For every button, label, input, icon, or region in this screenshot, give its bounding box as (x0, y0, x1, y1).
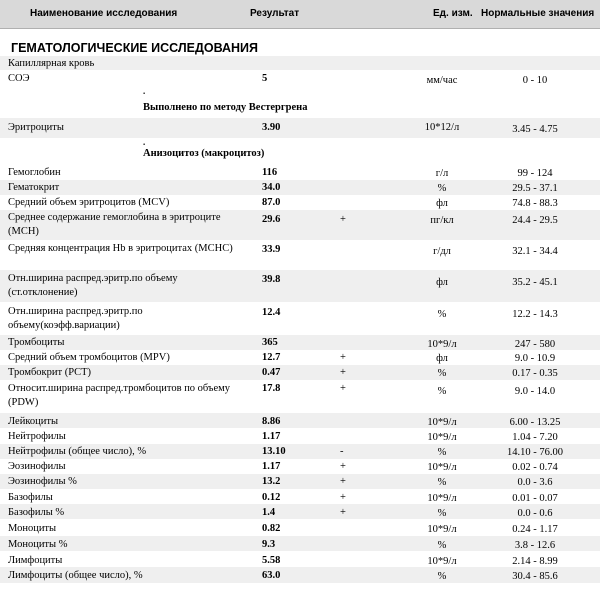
header-norm: Нормальные значения (481, 8, 595, 19)
row-norm: 12.2 - 14.3 (512, 309, 558, 320)
method-note: Выполнено по методу Вестергрена (143, 102, 308, 113)
row-value: 33.9 (262, 244, 281, 255)
row-value: 0.12 (262, 492, 281, 503)
row-norm: 247 - 580 (514, 339, 556, 350)
table-row (0, 210, 600, 240)
row-name: Лейкоциты (8, 416, 59, 427)
table-row (0, 180, 600, 195)
row-value: 87.0 (262, 197, 281, 208)
row-norm: 29.5 - 37.1 (512, 183, 558, 194)
table-row (0, 489, 600, 504)
row-value: 63.0 (262, 570, 281, 581)
row-unit: 10*9/л (427, 339, 457, 350)
row-value: 34.0 (262, 182, 281, 193)
row-norm: 9.0 - 10.9 (514, 353, 556, 364)
row-flag: + (340, 461, 346, 472)
row-unit: г/дл (433, 246, 451, 257)
row-norm: 0.02 - 0.74 (512, 462, 558, 473)
row-unit: % (437, 571, 447, 582)
row-name: СОЭ (8, 73, 30, 84)
row-name: Эозинофилы (8, 461, 66, 472)
row-name: Моноциты % (8, 539, 68, 550)
table-header (0, 0, 600, 29)
row-value: 29.6 (262, 214, 281, 225)
row-name: Относит.ширина распред.тромбоцитов по объему (PDW) (8, 383, 230, 408)
row-norm: 35.2 - 45.1 (512, 277, 558, 288)
row-value: 8.86 (262, 416, 281, 427)
row-name: Эритроциты (8, 122, 64, 133)
row-value: 17.8 (262, 383, 281, 394)
row-norm: 32.1 - 34.4 (512, 246, 558, 257)
row-name: Базофилы % (8, 507, 65, 518)
sample-row (0, 56, 600, 70)
header-name: Наименование исследования (30, 8, 178, 19)
table-row (0, 413, 600, 428)
table-row (0, 118, 600, 138)
row-value: 0.47 (262, 367, 281, 378)
row-norm: 6.00 - 13.25 (509, 417, 561, 428)
row-name: Базофилы (8, 492, 53, 503)
table-row (0, 459, 600, 474)
row-unit: 10*9/л (427, 432, 457, 443)
row-name: Нейтрофилы (8, 431, 66, 442)
row-name: Отн.ширина распред.эритр.по объему (ст.отклонение) (8, 273, 178, 298)
table-row (0, 536, 600, 551)
row-unit: пг/кл (430, 215, 454, 226)
row-unit: фл (436, 198, 448, 209)
row-norm: 30.4 - 85.6 (512, 571, 558, 582)
row-unit: % (437, 477, 447, 488)
row-value: 1.4 (262, 507, 276, 518)
row-norm: 0.01 - 0.07 (512, 493, 558, 504)
row-value: 1.17 (262, 461, 281, 472)
row-norm: 3.45 - 4.75 (512, 124, 558, 135)
table-row (0, 365, 600, 380)
row-norm: 9.0 - 14.0 (514, 386, 556, 397)
row-name: Средний объем тромбоцитов (MPV) (8, 352, 170, 363)
row-value: 13.2 (262, 476, 281, 487)
row-value: 12.4 (262, 307, 281, 318)
row-unit: % (437, 309, 447, 320)
row-unit: 10*12/л (424, 122, 460, 133)
row-name: Среднее содержание гемоглобина в эритроците (MCH) (8, 212, 221, 237)
row-name: Тромбоциты (8, 337, 65, 348)
row-name: Эозинофилы % (8, 476, 77, 487)
row-name: Лимфоциты (общее число), % (8, 570, 143, 581)
row-value: 116 (262, 167, 278, 178)
header-result: Результат (250, 8, 300, 19)
row-norm: 2.14 - 8.99 (512, 556, 558, 567)
row-flag: + (340, 476, 346, 487)
row-unit: % (437, 386, 447, 397)
row-value: 39.8 (262, 274, 281, 285)
row-value: 9.3 (262, 539, 276, 550)
row-norm: 99 - 124 (517, 168, 553, 179)
row-name: Нейтрофилы (общее число), % (8, 446, 147, 457)
row-value: 12.7 (262, 352, 281, 363)
sample-label: Капиллярная кровь (8, 58, 95, 69)
row-flag: + (340, 214, 346, 225)
row-norm: 3.8 - 12.6 (514, 540, 556, 551)
row-unit: % (437, 447, 447, 458)
row-value: 13.10 (262, 446, 286, 457)
table-row (0, 350, 600, 365)
row-name: Гематокрит (8, 182, 60, 193)
row-name: Средний объем эритроцитов (MCV) (8, 197, 170, 208)
row-unit: 10*9/л (427, 417, 457, 428)
row-name: Тромбокрит (PCT) (8, 367, 91, 378)
row-name: Моноциты (8, 523, 57, 534)
row-name: Лимфоциты (8, 555, 63, 566)
table-row (0, 380, 600, 412)
row-unit: г/л (435, 168, 449, 179)
row-norm: 1.04 - 7.20 (512, 432, 558, 443)
row-value: 5.58 (262, 555, 281, 566)
row-flag: - (340, 446, 344, 457)
row-unit: % (437, 183, 447, 194)
table-row (0, 270, 600, 302)
row-flag: + (340, 383, 346, 394)
row-unit: фл (436, 277, 448, 288)
row-norm: 0.24 - 1.17 (512, 524, 558, 535)
table-row (0, 302, 600, 334)
row-name: Средняя концентрация Hb в эритроцитах (MCHC) (8, 243, 233, 254)
table-row (0, 195, 600, 210)
row-unit: 10*9/л (427, 556, 457, 567)
row-name: Гемоглобин (8, 167, 61, 178)
anisocytosis-note: Анизоцитоз (макроцитоз) (143, 148, 265, 159)
row-flag: + (340, 507, 346, 518)
row-norm: 0.17 - 0.35 (512, 368, 558, 379)
row-value: 0.82 (262, 523, 281, 534)
row-unit: % (437, 540, 447, 551)
row-norm: 74.8 - 88.3 (512, 198, 558, 209)
row-unit: 10*9/л (427, 462, 457, 473)
table-row (0, 567, 600, 583)
note-bullet: . (143, 86, 146, 96)
row-norm: 0 - 10 (522, 75, 548, 86)
note-bullet: . (143, 137, 146, 147)
row-norm: 14.10 - 76.00 (507, 447, 563, 458)
row-flag: + (340, 352, 346, 363)
table-row (0, 335, 600, 350)
row-value: 5 (262, 73, 268, 84)
row-norm: 0.0 - 0.6 (517, 508, 553, 519)
table-row (0, 240, 600, 270)
row-flag: + (340, 367, 346, 378)
header-unit: Ед. изм. (433, 8, 473, 19)
table-row (0, 474, 600, 489)
table-row (0, 504, 600, 519)
table-row (0, 444, 600, 459)
row-unit: мм/час (426, 75, 458, 86)
row-flag: + (340, 492, 346, 503)
row-value: 1.17 (262, 431, 281, 442)
table-row (0, 72, 600, 86)
row-norm: 24.4 - 29.5 (512, 215, 558, 226)
row-unit: 10*9/л (427, 493, 457, 504)
table-row (0, 429, 600, 444)
row-value: 3.90 (262, 122, 281, 133)
row-value: 365 (262, 337, 278, 348)
row-name: Отн.ширина распред.эритр.по объему(коэфф.вариации) (8, 306, 143, 331)
section-title: ГЕМАТОЛОГИЧЕСКИЕ ИССЛЕДОВАНИЯ (11, 41, 259, 55)
table-row (0, 552, 600, 567)
row-unit: % (437, 368, 447, 379)
row-norm: 0.0 - 3.6 (517, 477, 553, 488)
row-unit: фл (436, 353, 448, 364)
row-unit: 10*9/л (427, 524, 457, 535)
table-row (0, 164, 600, 180)
table-row (0, 520, 600, 536)
row-unit: % (437, 508, 447, 519)
